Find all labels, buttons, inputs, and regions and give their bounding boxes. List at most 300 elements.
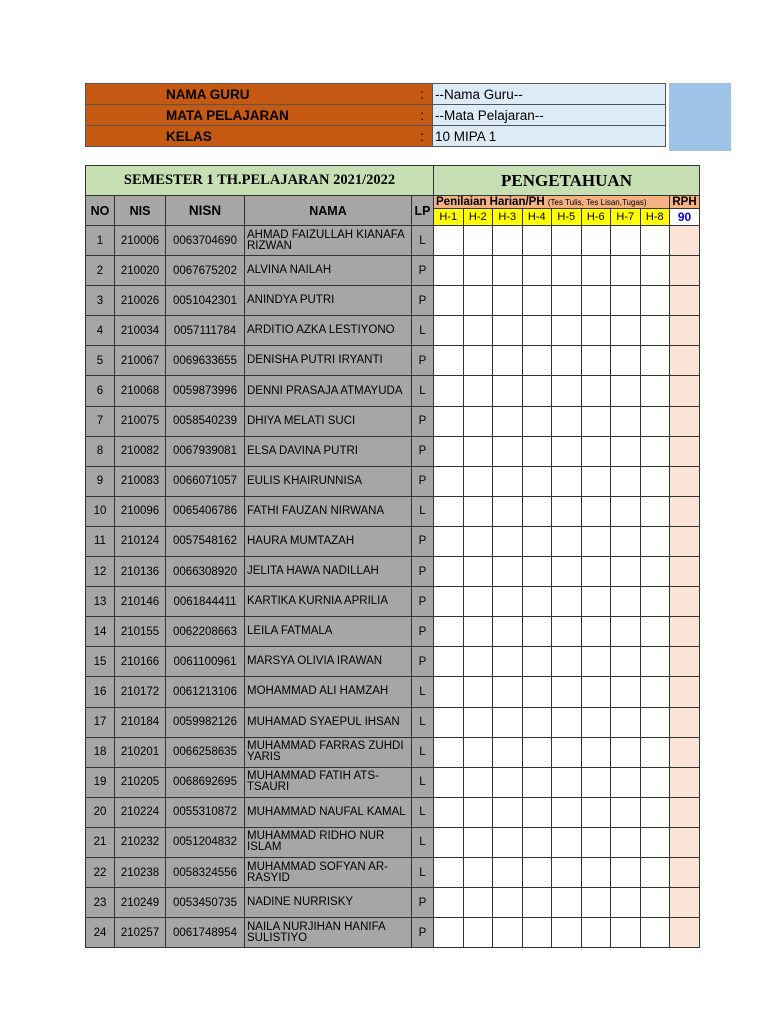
score-cell[interactable] <box>463 406 493 436</box>
score-cell[interactable] <box>463 316 493 346</box>
student-nisn: 0063704690 <box>166 226 245 256</box>
score-cell[interactable] <box>611 496 641 526</box>
score-cell[interactable] <box>493 316 523 346</box>
score-cell[interactable] <box>493 557 523 587</box>
student-nisn: 0057548162 <box>166 526 245 556</box>
score-cell[interactable] <box>434 888 464 918</box>
score-cell[interactable] <box>611 376 641 406</box>
score-cell[interactable] <box>522 797 552 827</box>
score-cell[interactable] <box>434 677 464 707</box>
score-cell[interactable] <box>552 677 582 707</box>
score-cell[interactable] <box>493 857 523 887</box>
score-cell[interactable] <box>434 376 464 406</box>
score-cell[interactable] <box>522 466 552 496</box>
score-cell[interactable] <box>522 376 552 406</box>
score-cell[interactable] <box>463 557 493 587</box>
rph-cell[interactable] <box>670 346 700 376</box>
score-cell[interactable] <box>463 496 493 526</box>
score-cell[interactable] <box>552 797 582 827</box>
student-name: ALVINA NAILAH <box>245 256 412 286</box>
student-name: LEILA FATMALA <box>245 617 412 647</box>
score-cell[interactable] <box>434 767 464 797</box>
info-colon: : <box>420 108 424 123</box>
score-cell[interactable] <box>522 346 552 376</box>
score-cell[interactable] <box>611 526 641 556</box>
score-cell[interactable] <box>581 677 611 707</box>
score-cell[interactable] <box>493 436 523 466</box>
student-nisn: 0058324556 <box>166 857 245 887</box>
student-no: 24 <box>86 918 115 948</box>
score-cell[interactable] <box>581 827 611 857</box>
score-cell[interactable] <box>434 316 464 346</box>
score-cell[interactable] <box>611 316 641 346</box>
score-cell[interactable] <box>434 526 464 556</box>
score-cell[interactable] <box>463 737 493 767</box>
student-lp: P <box>412 436 434 466</box>
score-cell[interactable] <box>552 436 582 466</box>
student-no: 19 <box>86 767 115 797</box>
rph-cell[interactable] <box>670 707 700 737</box>
score-cell[interactable] <box>640 316 670 346</box>
score-cell[interactable] <box>434 918 464 948</box>
student-row <box>86 587 700 617</box>
score-cell[interactable] <box>463 436 493 466</box>
h-column-header: H-8 <box>640 209 670 226</box>
score-cell[interactable] <box>611 406 641 436</box>
student-row <box>86 436 700 466</box>
student-no: 6 <box>86 376 115 406</box>
student-nis: 210257 <box>115 918 166 948</box>
score-cell[interactable] <box>611 707 641 737</box>
score-cell[interactable] <box>581 466 611 496</box>
score-cell[interactable] <box>552 647 582 677</box>
score-cell[interactable] <box>434 827 464 857</box>
score-cell[interactable] <box>611 797 641 827</box>
score-cell[interactable] <box>522 827 552 857</box>
score-cell[interactable] <box>611 226 641 256</box>
score-cell[interactable] <box>552 226 582 256</box>
info-value[interactable]: --Mata Pelajaran-- <box>433 105 666 126</box>
score-cell[interactable] <box>434 256 464 286</box>
score-cell[interactable] <box>522 677 552 707</box>
student-row <box>86 827 700 857</box>
score-cell[interactable] <box>611 677 641 707</box>
score-cell[interactable] <box>640 557 670 587</box>
score-cell[interactable] <box>611 617 641 647</box>
score-cell[interactable] <box>493 406 523 436</box>
score-cell[interactable] <box>611 647 641 677</box>
student-nis: 210067 <box>115 346 166 376</box>
score-cell[interactable] <box>522 406 552 436</box>
score-cell[interactable] <box>552 376 582 406</box>
score-cell[interactable] <box>552 767 582 797</box>
score-cell[interactable] <box>522 737 552 767</box>
score-cell[interactable] <box>611 286 641 316</box>
rph-cell[interactable] <box>670 436 700 466</box>
score-cell[interactable] <box>552 346 582 376</box>
score-cell[interactable] <box>581 888 611 918</box>
score-cell[interactable] <box>581 647 611 677</box>
score-cell[interactable] <box>552 857 582 887</box>
score-cell[interactable] <box>434 737 464 767</box>
score-cell[interactable] <box>493 346 523 376</box>
student-nisn: 0055310872 <box>166 797 245 827</box>
student-nis: 210020 <box>115 256 166 286</box>
student-nis: 210006 <box>115 226 166 256</box>
info-colon: : <box>420 129 424 144</box>
score-cell[interactable] <box>434 466 464 496</box>
score-cell[interactable] <box>611 587 641 617</box>
student-nis: 210082 <box>115 436 166 466</box>
score-cell[interactable] <box>463 767 493 797</box>
rph-cell[interactable] <box>670 737 700 767</box>
student-no: 16 <box>86 677 115 707</box>
student-row <box>86 256 700 286</box>
info-value[interactable]: --Nama Guru-- <box>433 84 666 105</box>
score-cell[interactable] <box>434 617 464 647</box>
score-cell[interactable] <box>493 797 523 827</box>
student-nis: 210124 <box>115 526 166 556</box>
score-cell[interactable] <box>493 526 523 556</box>
score-cell[interactable] <box>463 857 493 887</box>
score-cell[interactable] <box>522 587 552 617</box>
score-cell[interactable] <box>522 647 552 677</box>
student-row <box>86 857 700 887</box>
student-name: MUHAMMAD NAUFAL KAMAL <box>245 797 412 827</box>
score-cell[interactable] <box>552 466 582 496</box>
score-cell[interactable] <box>552 827 582 857</box>
score-cell[interactable] <box>463 827 493 857</box>
score-cell[interactable] <box>640 526 670 556</box>
student-nisn: 0066308920 <box>166 557 245 587</box>
score-cell[interactable] <box>522 496 552 526</box>
score-cell[interactable] <box>522 707 552 737</box>
score-cell[interactable] <box>611 436 641 466</box>
rph-cell[interactable] <box>670 406 700 436</box>
score-cell[interactable] <box>640 707 670 737</box>
score-cell[interactable] <box>522 857 552 887</box>
score-cell[interactable] <box>581 767 611 797</box>
student-nisn: 0061844411 <box>166 587 245 617</box>
score-cell[interactable] <box>581 617 611 647</box>
student-lp: P <box>412 557 434 587</box>
student-nis: 210068 <box>115 376 166 406</box>
info-label-text: KELAS <box>166 128 212 144</box>
col-header-lp: LP <box>412 196 434 226</box>
student-row <box>86 918 700 948</box>
rph-cell[interactable] <box>670 466 700 496</box>
score-cell[interactable] <box>493 587 523 617</box>
student-name: ANINDYA PUTRI <box>245 286 412 316</box>
rph-cell[interactable] <box>670 797 700 827</box>
rph-cell[interactable] <box>670 557 700 587</box>
score-cell[interactable] <box>552 406 582 436</box>
student-nis: 210155 <box>115 617 166 647</box>
rph-cell[interactable] <box>670 677 700 707</box>
student-row <box>86 496 700 526</box>
score-cell[interactable] <box>611 557 641 587</box>
student-lp: L <box>412 496 434 526</box>
h-column-header: H-2 <box>463 209 493 226</box>
score-cell[interactable] <box>463 376 493 406</box>
score-cell[interactable] <box>434 346 464 376</box>
score-cell[interactable] <box>611 256 641 286</box>
score-cell[interactable] <box>463 226 493 256</box>
student-row <box>86 617 700 647</box>
score-cell[interactable] <box>581 256 611 286</box>
score-cell[interactable] <box>581 316 611 346</box>
student-name: JELITA HAWA NADILLAH <box>245 557 412 587</box>
score-cell[interactable] <box>463 466 493 496</box>
student-no: 1 <box>86 226 115 256</box>
score-cell[interactable] <box>493 376 523 406</box>
score-cell[interactable] <box>463 797 493 827</box>
score-cell[interactable] <box>640 617 670 647</box>
rph-cell[interactable] <box>670 647 700 677</box>
score-cell[interactable] <box>581 797 611 827</box>
rph-cell[interactable] <box>670 526 700 556</box>
score-cell[interactable] <box>493 827 523 857</box>
info-row <box>86 84 666 105</box>
student-row <box>86 767 700 797</box>
score-cell[interactable] <box>522 526 552 556</box>
student-name: ARDITIO AZKA LESTIYONO <box>245 316 412 346</box>
score-cell[interactable] <box>434 857 464 887</box>
student-nis: 210249 <box>115 888 166 918</box>
score-cell[interactable] <box>552 286 582 316</box>
score-cell[interactable] <box>493 647 523 677</box>
score-cell[interactable] <box>434 286 464 316</box>
score-cell[interactable] <box>581 857 611 887</box>
student-nis: 210026 <box>115 286 166 316</box>
score-cell[interactable] <box>640 767 670 797</box>
score-cell[interactable] <box>640 918 670 948</box>
score-cell[interactable] <box>434 587 464 617</box>
score-cell[interactable] <box>611 918 641 948</box>
student-lp: L <box>412 767 434 797</box>
col-header-nis: NIS <box>115 196 166 226</box>
student-name: MARSYA OLIVIA IRAWAN <box>245 647 412 677</box>
student-lp: L <box>412 737 434 767</box>
score-cell[interactable] <box>552 316 582 346</box>
score-cell[interactable] <box>434 647 464 677</box>
score-cell[interactable] <box>493 226 523 256</box>
score-cell[interactable] <box>522 557 552 587</box>
grade-sheet-table <box>85 165 700 948</box>
score-cell[interactable] <box>581 346 611 376</box>
ph-title: Penilaian Harian/PH <box>436 196 545 208</box>
rph-cell[interactable] <box>670 827 700 857</box>
score-cell[interactable] <box>640 346 670 376</box>
score-cell[interactable] <box>552 707 582 737</box>
score-cell[interactable] <box>581 376 611 406</box>
score-cell[interactable] <box>552 557 582 587</box>
rph-cell[interactable] <box>670 226 700 256</box>
score-cell[interactable] <box>493 888 523 918</box>
score-cell[interactable] <box>640 888 670 918</box>
score-cell[interactable] <box>463 677 493 707</box>
score-cell[interactable] <box>640 797 670 827</box>
student-nis: 210083 <box>115 466 166 496</box>
score-cell[interactable] <box>463 286 493 316</box>
score-cell[interactable] <box>581 436 611 466</box>
score-cell[interactable] <box>522 918 552 948</box>
score-cell[interactable] <box>581 496 611 526</box>
student-lp: P <box>412 918 434 948</box>
student-lp: L <box>412 797 434 827</box>
h-column-header: H-7 <box>611 209 641 226</box>
score-cell[interactable] <box>434 436 464 466</box>
score-cell[interactable] <box>493 617 523 647</box>
score-cell[interactable] <box>522 256 552 286</box>
section-title: PENGETAHUAN <box>434 166 700 196</box>
score-cell[interactable] <box>640 857 670 887</box>
student-lp: P <box>412 346 434 376</box>
student-no: 23 <box>86 888 115 918</box>
score-cell[interactable] <box>640 286 670 316</box>
student-name: MUHAMMAD FATIH ATS-TSAURI <box>245 767 412 797</box>
score-cell[interactable] <box>434 797 464 827</box>
student-name: MOHAMMAD ALI HAMZAH <box>245 677 412 707</box>
score-cell[interactable] <box>522 767 552 797</box>
score-cell[interactable] <box>581 587 611 617</box>
score-cell[interactable] <box>463 346 493 376</box>
score-cell[interactable] <box>640 226 670 256</box>
score-cell[interactable] <box>463 707 493 737</box>
student-row <box>86 677 700 707</box>
student-name: EULIS KHAIRUNNISA <box>245 466 412 496</box>
score-cell[interactable] <box>640 436 670 466</box>
score-cell[interactable] <box>581 406 611 436</box>
student-nisn: 0059982126 <box>166 707 245 737</box>
student-name: MUHAMMAD SOFYAN AR-RASYID <box>245 857 412 887</box>
score-cell[interactable] <box>581 918 611 948</box>
score-cell[interactable] <box>581 226 611 256</box>
rph-cell[interactable] <box>670 376 700 406</box>
score-cell[interactable] <box>552 256 582 286</box>
student-lp: P <box>412 406 434 436</box>
score-cell[interactable] <box>463 617 493 647</box>
score-cell[interactable] <box>463 888 493 918</box>
score-cell[interactable] <box>434 557 464 587</box>
score-cell[interactable] <box>493 707 523 737</box>
score-cell[interactable] <box>581 707 611 737</box>
score-cell[interactable] <box>493 496 523 526</box>
score-cell[interactable] <box>581 557 611 587</box>
student-lp: L <box>412 316 434 346</box>
score-cell[interactable] <box>493 737 523 767</box>
score-cell[interactable] <box>581 737 611 767</box>
score-cell[interactable] <box>552 888 582 918</box>
score-cell[interactable] <box>493 256 523 286</box>
student-no: 9 <box>86 466 115 496</box>
rph-cell[interactable] <box>670 888 700 918</box>
score-cell[interactable] <box>640 256 670 286</box>
score-cell[interactable] <box>552 587 582 617</box>
score-cell[interactable] <box>611 767 641 797</box>
score-cell[interactable] <box>493 677 523 707</box>
score-cell[interactable] <box>522 316 552 346</box>
score-cell[interactable] <box>434 707 464 737</box>
score-cell[interactable] <box>640 827 670 857</box>
score-cell[interactable] <box>640 406 670 436</box>
student-nis: 210146 <box>115 587 166 617</box>
info-value[interactable]: 10 MIPA 1 <box>433 126 666 147</box>
student-nis: 210205 <box>115 767 166 797</box>
score-cell[interactable] <box>640 376 670 406</box>
student-nisn: 0051042301 <box>166 286 245 316</box>
score-cell[interactable] <box>493 466 523 496</box>
score-cell[interactable] <box>581 286 611 316</box>
student-lp: L <box>412 376 434 406</box>
info-label-text: NAMA GURU <box>166 86 250 102</box>
score-cell[interactable] <box>493 767 523 797</box>
score-cell[interactable] <box>434 406 464 436</box>
score-cell[interactable] <box>611 827 641 857</box>
student-lp: L <box>412 857 434 887</box>
rph-cell[interactable] <box>670 617 700 647</box>
student-nisn: 0067939081 <box>166 436 245 466</box>
score-cell[interactable] <box>493 918 523 948</box>
score-cell[interactable] <box>522 226 552 256</box>
score-cell[interactable] <box>611 466 641 496</box>
score-cell[interactable] <box>611 857 641 887</box>
score-cell[interactable] <box>493 286 523 316</box>
rph-cell[interactable] <box>670 286 700 316</box>
score-cell[interactable] <box>640 677 670 707</box>
student-lp: P <box>412 526 434 556</box>
score-cell[interactable] <box>522 286 552 316</box>
rph-cell[interactable] <box>670 316 700 346</box>
score-cell[interactable] <box>522 617 552 647</box>
score-cell[interactable] <box>552 496 582 526</box>
score-cell[interactable] <box>552 918 582 948</box>
rph-cell[interactable] <box>670 496 700 526</box>
student-no: 18 <box>86 737 115 767</box>
student-name: FATHI FAUZAN NIRWANA <box>245 496 412 526</box>
rph-cell[interactable] <box>670 857 700 887</box>
score-cell[interactable] <box>463 526 493 556</box>
score-cell[interactable] <box>611 737 641 767</box>
score-cell[interactable] <box>463 918 493 948</box>
score-cell[interactable] <box>611 888 641 918</box>
score-cell[interactable] <box>640 737 670 767</box>
score-cell[interactable] <box>434 226 464 256</box>
score-cell[interactable] <box>640 466 670 496</box>
score-cell[interactable] <box>581 526 611 556</box>
rph-cell[interactable] <box>670 767 700 797</box>
score-cell[interactable] <box>522 888 552 918</box>
score-cell[interactable] <box>640 496 670 526</box>
score-cell[interactable] <box>522 436 552 466</box>
student-no: 8 <box>86 436 115 466</box>
score-cell[interactable] <box>463 647 493 677</box>
score-cell[interactable] <box>640 647 670 677</box>
student-no: 10 <box>86 496 115 526</box>
score-cell[interactable] <box>463 256 493 286</box>
score-cell[interactable] <box>640 587 670 617</box>
rph-cell[interactable] <box>670 587 700 617</box>
score-cell[interactable] <box>552 526 582 556</box>
score-cell[interactable] <box>434 496 464 526</box>
score-cell[interactable] <box>611 346 641 376</box>
score-cell[interactable] <box>552 617 582 647</box>
rph-cell[interactable] <box>670 256 700 286</box>
score-cell[interactable] <box>463 587 493 617</box>
rph-cell[interactable] <box>670 918 700 948</box>
score-cell[interactable] <box>552 737 582 767</box>
student-row <box>86 707 700 737</box>
